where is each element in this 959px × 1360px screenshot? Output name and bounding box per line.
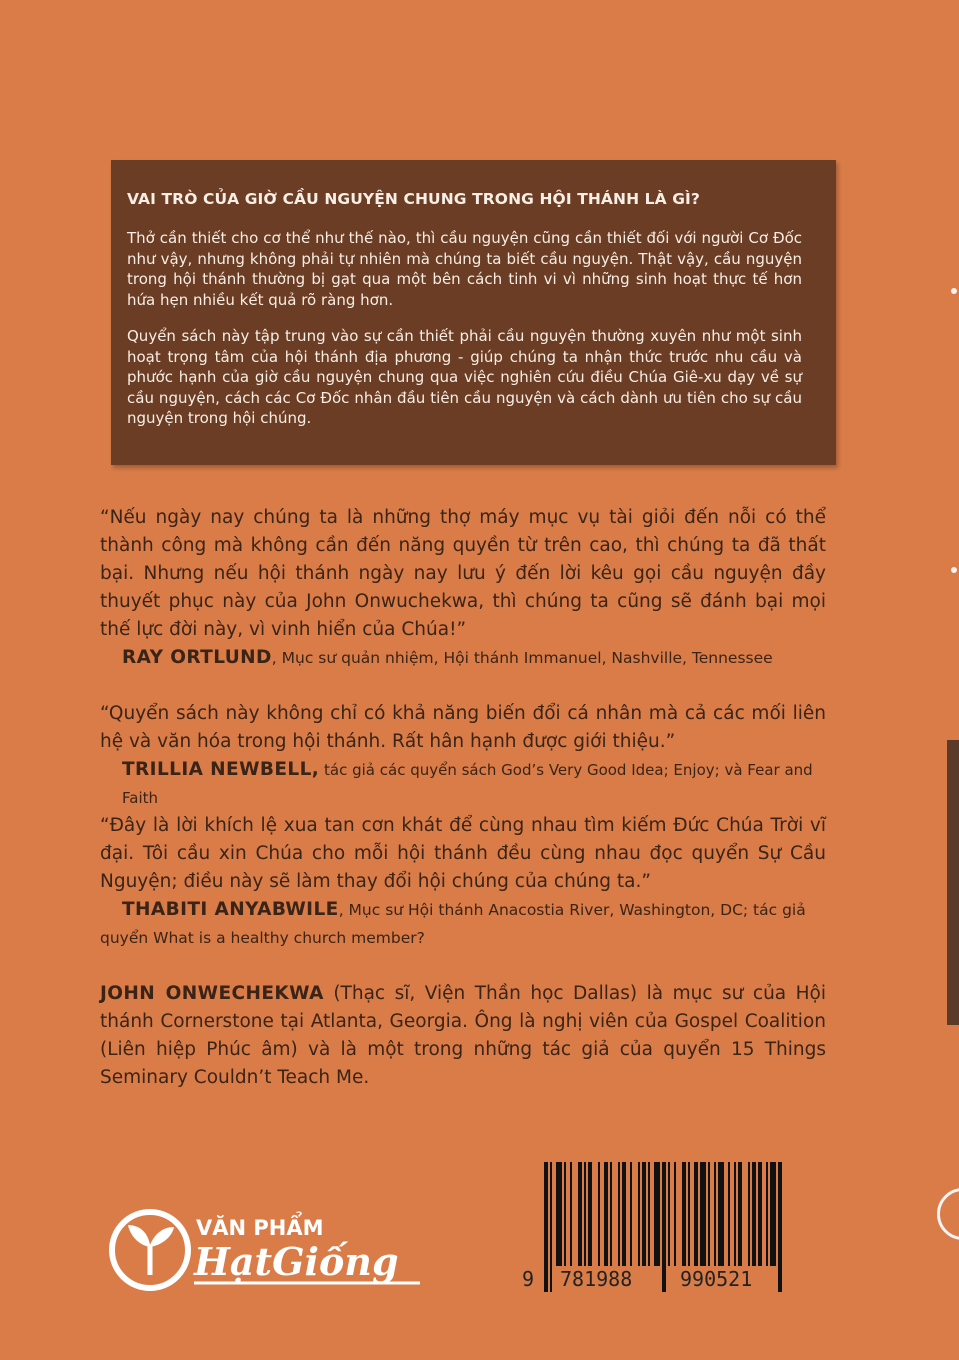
edge-dot: [951, 567, 957, 573]
barcode-bar: [738, 1162, 742, 1266]
barcode-bar: [550, 1162, 552, 1292]
endorsement-attribution: [100, 644, 826, 672]
barcode-bar: [662, 1162, 666, 1292]
summary-heading: VAI TRÒ CỦA GIỜ CẦU NGUYỆN CHUNG TRONG HỘI THÁNH LÀ GÌ?: [127, 190, 701, 208]
summary-paragraph-2: Quyển sách này tập trung vào sự cần thiết phải cầu nguyện thường xuyên như một sinh hoạt trọng tâm của hội thánh địa phương - giúp chúng ta nhận thức trước nhu cầu và phước hạnh của giờ cầu nguyện chung qua việc nghiên cứu điều Chúa Giê-xu dạy về sự cầu nguyện, cách các Cơ Đốc nhân đầu tiên cầu nguyện và cách dành ưu tiên cho sự cầu nguyện trong hội chúng.: [127, 327, 802, 427]
barcode-bar: [630, 1162, 632, 1266]
endorser-role: tác giả các quyển sách God’s Very Good Idea; Enjoy; và Fear and Faith: [122, 761, 813, 807]
endorser-name: TRILLIA NEWBELL,: [122, 759, 320, 780]
barcode-group-2: 990521: [680, 1267, 753, 1291]
barcode-bar: [578, 1162, 582, 1266]
sprout-leaf-left-icon: [128, 1225, 150, 1247]
barcode-bar: [588, 1162, 592, 1266]
publisher-line2: HạtGiống: [194, 1239, 399, 1284]
barcode-bar: [694, 1162, 698, 1266]
edge-dot: [951, 288, 957, 294]
endorsement-quote: “Đây là lời khích lệ xua tan cơn khát để cùng nhau tìm kiếm Đức Chúa Trời vĩ đại. Tôi cầu xin Chúa cho mỗi hội thánh đều cùng nhau đọc quyển Sự Cầu Nguyện; điều này sẽ làm thay đổi hội chúng của chúng ta.”: [100, 815, 826, 892]
endorsement-3: [100, 812, 826, 952]
barcode-group-1: 781988: [560, 1267, 633, 1291]
barcode-bar: [778, 1162, 782, 1292]
endorsement-attribution: [100, 756, 826, 812]
endorser-role: , Mục sư Hội thánh Anacostia River, Washington, DC; tác giả quyển What is a healthy church member?: [100, 901, 806, 947]
barcode-bar: [564, 1162, 566, 1266]
author-bio: [100, 980, 826, 1092]
barcode-bar: [682, 1162, 686, 1266]
barcode-bar: [688, 1162, 690, 1266]
barcode-bar: [748, 1162, 750, 1266]
barcode-bar: [752, 1162, 756, 1266]
edge-circle-icon: [937, 1188, 959, 1240]
barcode-bar: [648, 1162, 650, 1266]
barcode-bar: [766, 1162, 768, 1266]
barcode-bar: [770, 1162, 776, 1266]
barcode-bar: [598, 1162, 600, 1266]
endorser-role: , Mục sư quản nhiệm, Hội thánh Immanuel, Nashville, Tennessee: [271, 649, 773, 667]
barcode: [520, 1160, 790, 1292]
author-name: JOHN ONWECHEKWA: [100, 983, 324, 1004]
barcode-bar: [570, 1162, 572, 1266]
barcode-bar: [638, 1162, 640, 1266]
endorsement-quote: “Quyển sách này không chỉ có khả năng biến đổi cá nhân mà cả các mối liên hệ và văn hóa trong hội thánh. Rất hân hạnh được giới thiệu.”: [100, 703, 826, 752]
barcode-bar: [604, 1162, 608, 1266]
barcode-bar: [668, 1162, 670, 1266]
barcode-bar: [544, 1162, 548, 1292]
barcode-bar: [714, 1162, 716, 1266]
barcode-bar: [556, 1162, 562, 1266]
barcode-digit-first: 9: [522, 1267, 535, 1291]
endorsement-attribution: [100, 896, 826, 952]
barcode-bar: [734, 1162, 736, 1266]
barcode-bar: [708, 1162, 710, 1266]
barcode-bar: [642, 1162, 646, 1266]
barcode-bar: [610, 1162, 612, 1266]
barcode-bar: [674, 1162, 676, 1266]
endorser-name: RAY ORTLUND: [122, 647, 272, 668]
barcode-bar: [622, 1162, 626, 1266]
barcode-bar: [700, 1162, 706, 1266]
barcode-bar: [728, 1162, 730, 1266]
endorsement-quote: “Nếu ngày nay chúng ta là những thợ máy mục vụ tài giỏi đến nỗi có thể thành công mà không cần đến năng quyền từ trên cao, thì chúng ta đã thất bại. Nhưng nếu hội thánh ngày nay lưu ý đến lời kêu gọi cầu nguyện đầy thuyết phục này của John Onwuchekwa, thì chúng ta cũng sẽ đánh bại mọi thế lực đời này, vì vinh hiển của Chúa!”: [100, 507, 826, 640]
publisher-logo: [108, 1205, 428, 1295]
barcode-bar: [758, 1162, 762, 1266]
summary-box: [111, 160, 836, 465]
endorsement-1: [100, 504, 826, 672]
spine-edge-bar: [947, 740, 959, 1025]
barcode-bar: [584, 1162, 586, 1266]
barcode-bar: [618, 1162, 620, 1266]
summary-paragraph-1: Thở cần thiết cho cơ thể như thế nào, thì cầu nguyện cũng cần thiết đối với người Cơ Đốc như vậy, nhưng không phải tự nhiên mà chúng ta biết cầu nguyện. Thật vậy, cầu nguyện trong hội thánh thường bị gạt qua một bên cách tinh vi vì những sinh hoạt thực tế hơn hứa hẹn nhiều kết quả rõ ràng hơn.: [127, 229, 802, 309]
publisher-line1: VĂN PHẨM: [196, 1216, 324, 1240]
author-bio-text: (Thạc sĩ, Viện Thần học Dallas) là mục sư của Hội thánh Cornerstone tại Atlanta, Georgia. Ông là nghị viên của Gospel Coalition (Liên hiệp Phúc âm) và là một trong những tác giả của quyển 15 Things Seminary Couldn’t Teach Me.: [100, 983, 826, 1088]
barcode-bar: [654, 1162, 660, 1266]
endorser-name: THABITI ANYABWILE: [122, 899, 339, 920]
sprout-leaf-right-icon: [150, 1227, 174, 1247]
endorsement-2: [100, 700, 826, 812]
barcode-bar: [718, 1162, 724, 1266]
